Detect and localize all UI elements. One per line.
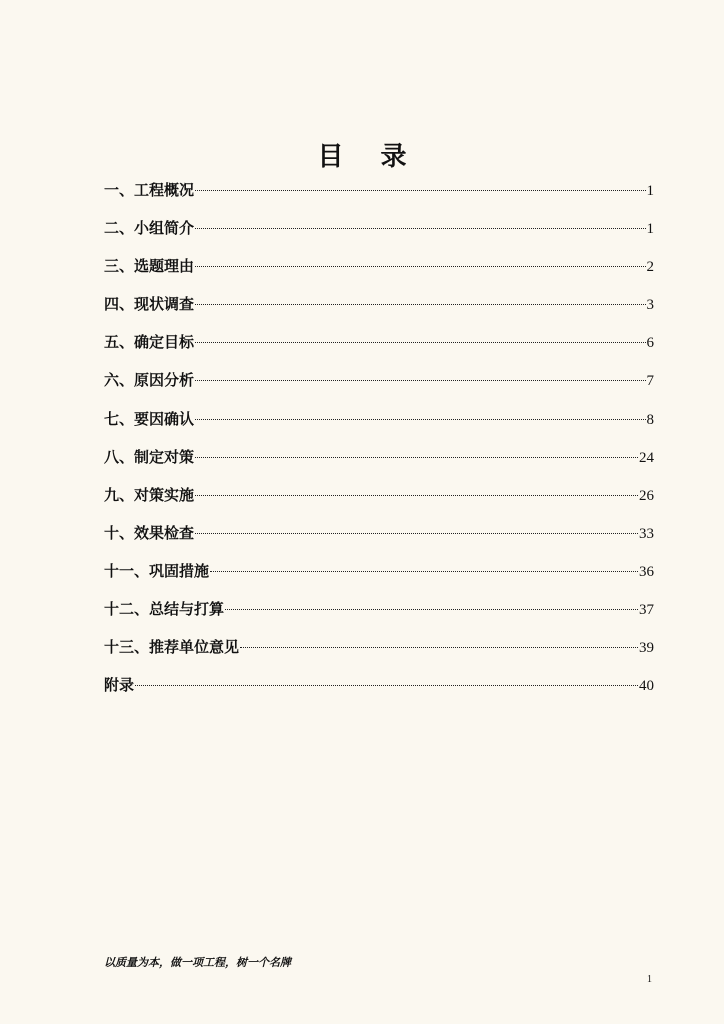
toc-dot-leader — [195, 266, 645, 267]
toc-dot-leader — [240, 647, 638, 648]
toc-dot-leader — [225, 609, 638, 610]
toc-dot-leader — [210, 571, 638, 572]
page-number: 1 — [647, 974, 652, 985]
toc-entry[interactable] — [104, 635, 654, 673]
toc-entry[interactable] — [104, 445, 654, 483]
toc-entry-label: 七、要因确认 — [104, 409, 195, 428]
toc-entry-page: 36 — [639, 563, 654, 580]
toc-entry-label: 十三、推荐单位意见 — [104, 638, 240, 657]
toc-entry-page: 6 — [646, 335, 654, 352]
toc-entry-label: 六、原因分析 — [104, 371, 195, 390]
toc-entry-label: 四、现状调查 — [104, 295, 195, 314]
toc-dot-leader — [195, 495, 638, 496]
toc-entry-page: 24 — [639, 449, 654, 466]
toc-entry[interactable] — [104, 330, 654, 368]
toc-entry[interactable] — [104, 368, 654, 406]
toc-entry-page: 8 — [646, 411, 654, 428]
toc-entry[interactable] — [104, 254, 654, 292]
toc-entry-label: 三、选题理由 — [104, 257, 195, 276]
toc-entry[interactable] — [104, 483, 654, 521]
toc-entry-page: 33 — [639, 525, 654, 542]
toc-dot-leader — [195, 380, 645, 381]
toc-dot-leader — [195, 228, 645, 229]
toc-entry-page: 2 — [646, 259, 654, 276]
toc-dot-leader — [195, 419, 645, 420]
toc-entry-page: 40 — [639, 678, 654, 695]
toc-entry[interactable] — [104, 521, 654, 559]
toc-entry-page: 26 — [639, 487, 654, 504]
table-of-contents — [104, 178, 654, 711]
footer-motto: 以质量为本，做一项工程，树一个名牌 — [104, 956, 291, 969]
toc-dot-leader — [195, 533, 638, 534]
toc-dot-leader — [195, 457, 638, 458]
toc-entry[interactable] — [104, 597, 654, 635]
toc-dot-leader — [195, 342, 645, 343]
toc-entry-page: 37 — [639, 602, 654, 619]
toc-entry-page: 39 — [639, 640, 654, 657]
toc-entry[interactable] — [104, 216, 654, 254]
toc-entry[interactable] — [104, 178, 654, 216]
toc-entry-page: 3 — [646, 297, 654, 314]
toc-entry-label: 附录 — [104, 676, 135, 695]
page-title: 目 录 — [317, 142, 421, 172]
toc-entry-label: 八、制定对策 — [104, 447, 195, 466]
toc-dot-leader — [195, 304, 645, 305]
toc-dot-leader — [195, 190, 645, 191]
toc-dot-leader — [135, 685, 638, 686]
toc-entry[interactable] — [104, 673, 654, 711]
toc-entry[interactable] — [104, 292, 654, 330]
toc-entry-label: 一、工程概况 — [104, 181, 195, 199]
toc-entry-label: 十二、总结与打算 — [104, 600, 225, 619]
toc-entry-label: 二、小组简介 — [104, 219, 195, 238]
toc-entry-label: 十一、巩固措施 — [104, 561, 210, 580]
toc-entry[interactable] — [104, 407, 654, 445]
toc-entry-label: 十、效果检查 — [104, 523, 195, 542]
toc-entry[interactable] — [104, 559, 654, 597]
toc-entry-label: 五、确定目标 — [104, 333, 195, 352]
toc-entry-page: 1 — [646, 183, 654, 199]
toc-entry-label: 九、对策实施 — [104, 485, 195, 504]
toc-entry-page: 1 — [646, 221, 654, 238]
toc-entry-page: 7 — [646, 373, 654, 390]
